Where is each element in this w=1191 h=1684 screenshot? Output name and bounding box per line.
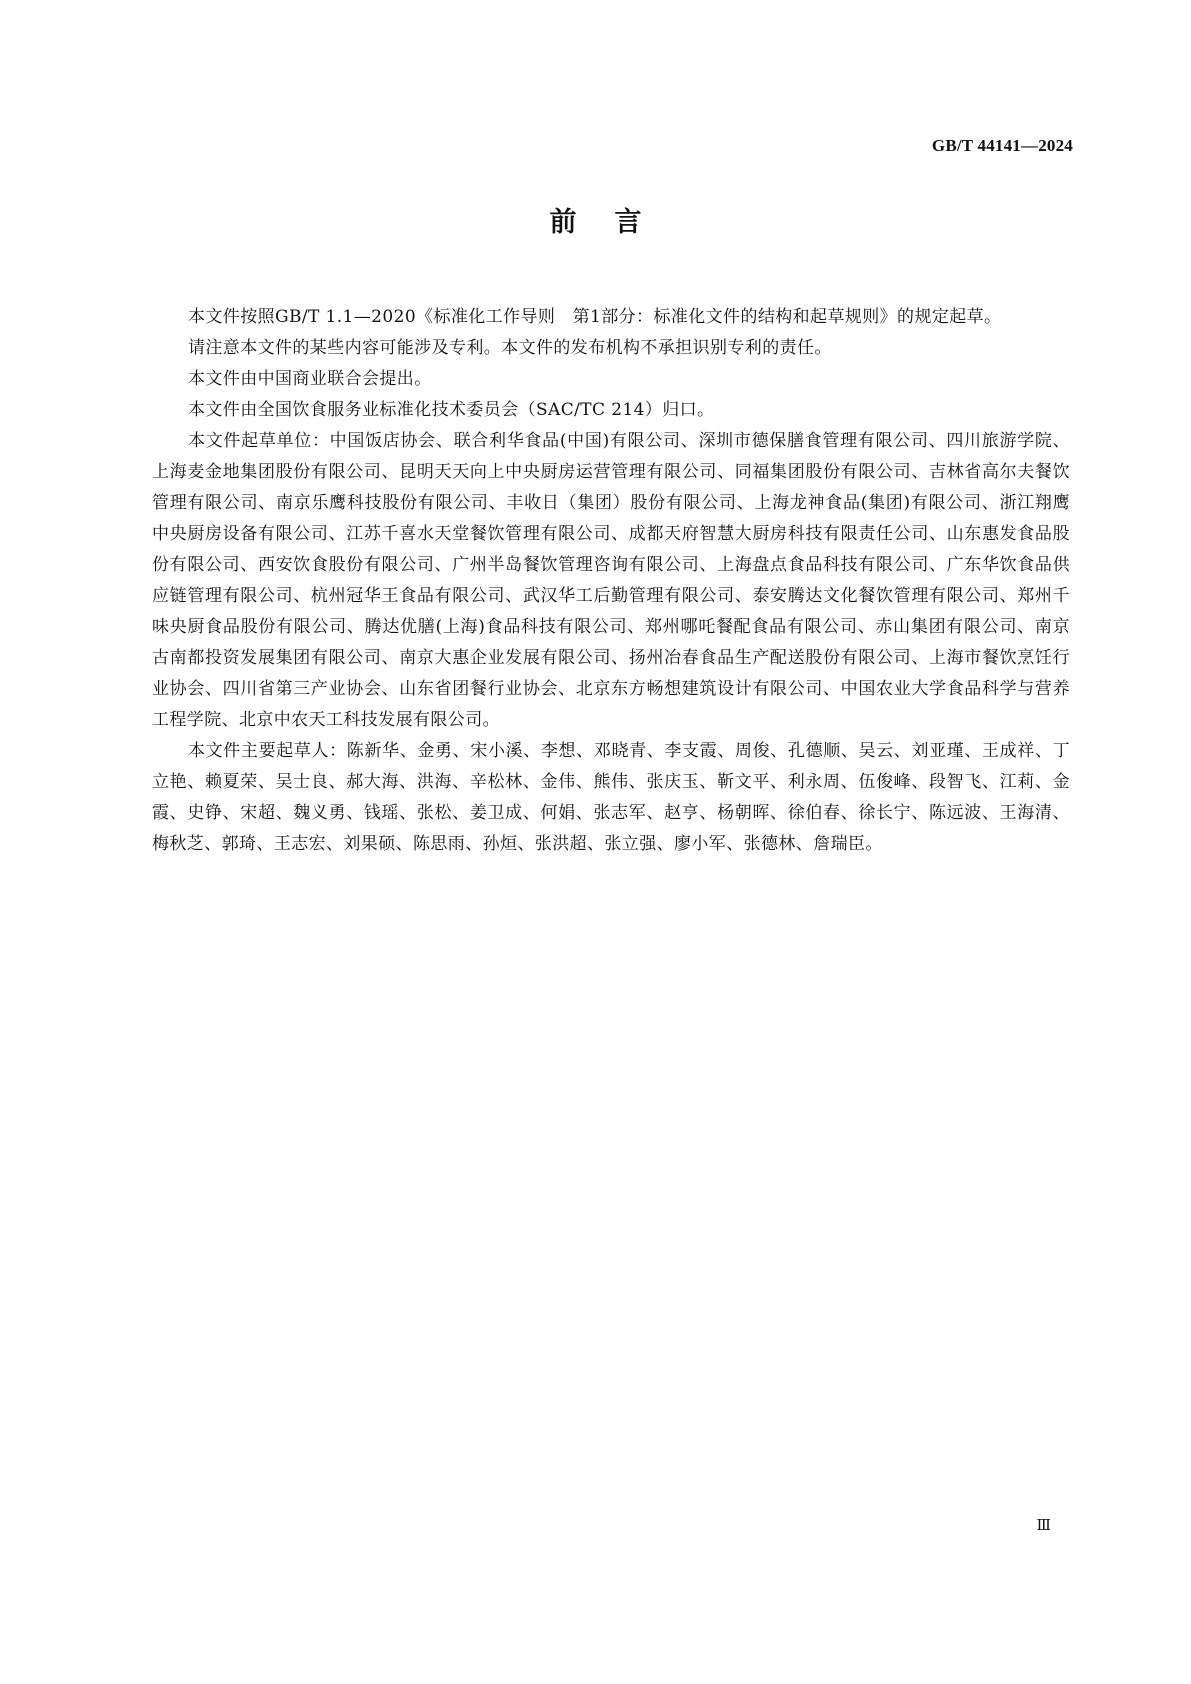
- foreword-body: [152, 302, 1070, 860]
- page-number: Ⅲ: [1036, 1518, 1051, 1534]
- paragraph-proposer: 本文件由中国商业联合会提出。: [188, 369, 432, 389]
- page-title: 前言: [549, 207, 680, 238]
- paragraph-drafting-units: 本文件起草单位：中国饭店协会、联合利华食品(中国)有限公司、深圳市德保膳食管理有限公司、四川旅游学院、上海麦金地集团股份有限公司、昆明天天向上中央厨房运营管理有限公司、同福集团股份有限公司、吉林省高尔夫餐饮管理有限公司、南京乐鹰科技股份有限公司、丰收日（集团）股份有限公司、上海龙神食品(集团)有限公司、浙江翔鹰中央厨房设备有限公司、江苏千喜水天堂餐饮管理有限公司、成都天府智慧大厨房科技有限责任公司、山东惠发食品股份有限公司、西安饮食股份有限公司、广州半岛餐饮管理咨询有限公司、上海盘点食品科技有限公司、广东华饮食品供应链管理有限公司、杭州冠华王食品有限公司、武汉华工后勤管理有限公司、泰安腾达文化餐饮管理有限公司、郑州千味央厨食品股份有限公司、腾达优膳(上海)食品科技有限公司、郑州哪吒餐配食品有限公司、赤山集团有限公司、南京古南都投资发展集团有限公司、南京大惠企业发展有限公司、扬州冶春食品生产配送股份有限公司、上海市餐饮烹饪行业协会、四川省第三产业协会、山东省团餐行业协会、北京东方畅想建筑设计有限公司、中国农业大学食品科学与营养工程学院、北京中农天工科技发展有限公司。: [152, 431, 1070, 730]
- paragraph-drafters: 本文件主要起草人：陈新华、金勇、宋小溪、李想、邓晓青、李支霞、周俊、孔德顺、吴云、刘亚瑾、王成祥、丁立艳、赖夏荣、吴士良、郝大海、洪海、辛松林、金伟、熊伟、张庆玉、靳文平、利永周、伍俊峰、段智飞、江莉、金霞、史铮、宋超、魏义勇、钱瑶、张松、姜卫成、何娟、张志军、赵亨、杨朝晖、徐伯春、徐长宁、陈远波、王海清、梅秋芝、郭琦、王志宏、刘果硕、陈思雨、孙烜、张洪超、张立强、廖小军、张德林、詹瑞臣。: [152, 741, 1070, 854]
- paragraph-patent-notice: 请注意本文件的某些内容可能涉及专利。本文件的发布机构不承担识别专利的责任。: [188, 338, 832, 358]
- paragraph-drafting-rules: 本文件按照GB/T 1.1—2020《标准化工作导则 第1部分：标准化文件的结构和起草规则》的规定起草。: [188, 307, 1002, 327]
- paragraph-committee: 本文件由全国饮食服务业标准化技术委员会（SAC/TC 214）归口。: [188, 400, 715, 420]
- standard-number: GB/T 44141—2024: [931, 136, 1073, 155]
